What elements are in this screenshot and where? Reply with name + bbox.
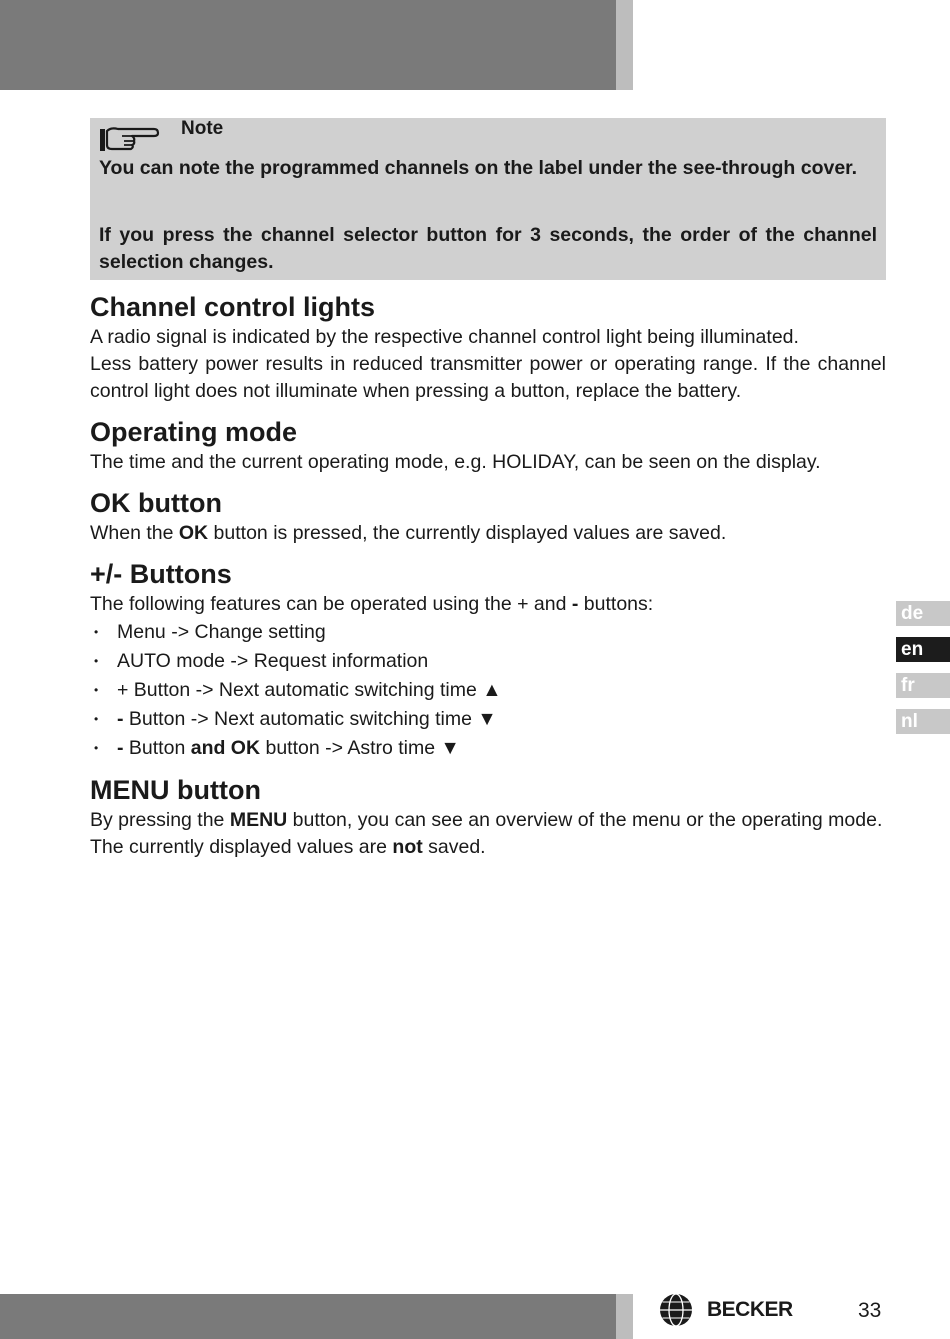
intro-bold: - bbox=[571, 593, 579, 615]
heading-channel-control-lights: Channel control lights bbox=[90, 292, 376, 322]
item4-bold: - bbox=[117, 708, 124, 730]
list-item: • AUTO mode -> Request information bbox=[90, 647, 886, 676]
list-item bbox=[90, 705, 886, 734]
section-menu-button bbox=[90, 773, 886, 861]
operating-mode-paragraph: The time and the current operating mode, e.g. HOLIDAY, can be seen on the display. bbox=[90, 451, 821, 473]
ok-text-pre: When the bbox=[90, 522, 179, 544]
heading-menu-button: MENU button bbox=[90, 775, 261, 805]
ok-text-bold: OK bbox=[178, 522, 209, 544]
menu-p1-post: button, you can see an overview of the menu or the operating mode. bbox=[287, 809, 883, 831]
item5-bold-1: - bbox=[117, 737, 124, 759]
list-item: • + Button -> Next automatic switching time ▲ bbox=[90, 676, 886, 705]
section-ok-button bbox=[90, 486, 886, 547]
language-tab-nl[interactable]: nl bbox=[896, 709, 950, 734]
menu-p1-pre: By pressing the bbox=[90, 809, 230, 831]
item5-rest: button -> Astro time ▼ bbox=[260, 737, 460, 759]
footer-bar bbox=[0, 1294, 616, 1339]
becker-logo bbox=[659, 1292, 807, 1328]
item5-mid: Button bbox=[123, 737, 191, 759]
language-tabs bbox=[896, 601, 950, 745]
note-paragraph-1: You can note the programmed channels on the label under the see-through cover. bbox=[99, 157, 858, 179]
intro-pre: The following features can be operated using the + and bbox=[90, 593, 572, 615]
section-operating-mode bbox=[90, 415, 886, 476]
menu-p1-bold: MENU bbox=[229, 809, 288, 831]
list-item: • Menu -> Change setting bbox=[90, 618, 886, 647]
channel-lights-paragraph-2: Less battery power results in reduced transmitter power or operating range. If the channel control light does not illuminate when pressing a button, replace the battery. bbox=[90, 353, 886, 402]
footer-bar-edge bbox=[616, 1294, 633, 1339]
menu-button-paragraph-1 bbox=[90, 807, 886, 834]
heading-plus-minus-buttons: +/- Buttons bbox=[90, 559, 232, 589]
brand-name: BECKER bbox=[707, 1298, 793, 1321]
heading-operating-mode: Operating mode bbox=[90, 417, 298, 447]
language-tab-fr[interactable]: fr bbox=[896, 673, 950, 698]
page-number: 33 bbox=[858, 1299, 882, 1322]
language-tab-de[interactable]: de bbox=[896, 601, 950, 626]
ok-button-paragraph bbox=[90, 520, 886, 547]
header-bar bbox=[0, 0, 616, 90]
note-title: Note bbox=[181, 118, 224, 139]
intro-post: buttons: bbox=[578, 593, 654, 615]
menu-button-paragraph-2 bbox=[90, 834, 886, 861]
header-bar-edge bbox=[616, 0, 633, 90]
note-box bbox=[90, 118, 886, 280]
heading-ok-button: OK button bbox=[90, 488, 222, 518]
section-plus-minus-buttons bbox=[90, 557, 886, 763]
ok-text-post: button is pressed, the currently displayed values are saved. bbox=[208, 522, 727, 544]
item5-bold-2: and OK bbox=[190, 737, 261, 759]
menu-p2-pre: The currently displayed values are bbox=[90, 836, 393, 858]
menu-p2-post: saved. bbox=[422, 836, 486, 858]
plus-minus-intro bbox=[90, 591, 886, 618]
menu-p2-bold: not bbox=[392, 836, 423, 858]
main-content bbox=[90, 290, 886, 871]
language-tab-en[interactable]: en bbox=[896, 637, 950, 662]
item4-rest: Button -> Next automatic switching time ▼ bbox=[123, 708, 497, 730]
pointing-hand-icon bbox=[98, 121, 160, 155]
list-item bbox=[90, 734, 886, 763]
note-paragraph-2: If you press the channel selector button for 3 seconds, the order of the channel selection changes. bbox=[99, 224, 877, 273]
section-channel-control-lights bbox=[90, 290, 886, 405]
globe-icon bbox=[659, 1293, 693, 1327]
plus-minus-list bbox=[90, 618, 886, 763]
channel-lights-paragraph-1: A radio signal is indicated by the respective channel control light being illuminated. bbox=[90, 326, 799, 348]
